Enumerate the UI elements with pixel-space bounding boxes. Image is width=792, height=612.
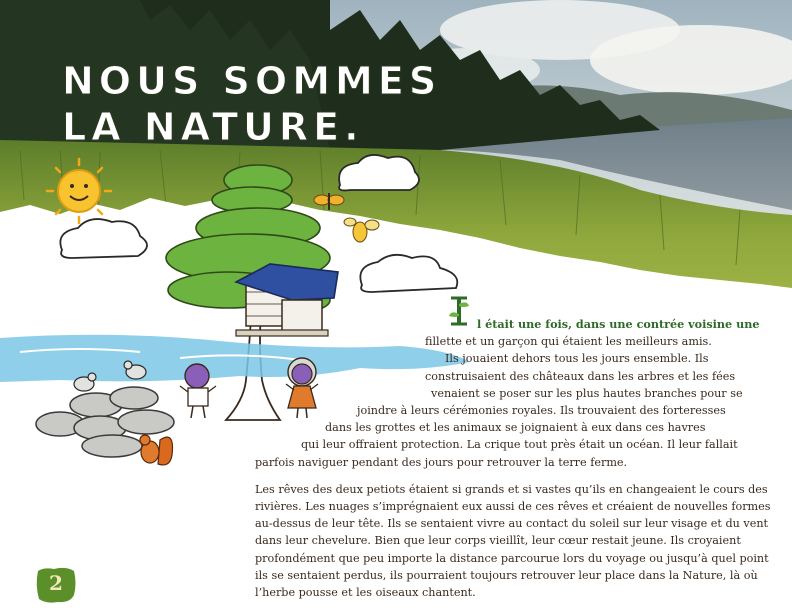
page-title-line-2: LA NATURE. <box>62 105 364 149</box>
vine-drop-cap-icon <box>447 294 471 328</box>
story-text <box>255 316 775 611</box>
story-line: ils se sentaient perdus, ils pourraient toujours retrouver leur place dans la Nature, là où <box>255 568 758 582</box>
story-line: joindre à leurs cérémonies royales. Ils trouvaient des forteresses <box>357 404 726 418</box>
page-number: 2 <box>49 571 63 595</box>
story-line: fillette et un garçon qui étaient les meilleurs amis. <box>425 335 712 349</box>
story-line: rivières. Les nuages s’imprégnaient eux aussi de ces rêves et créaient de nouvelles formes <box>255 500 771 514</box>
story-line: venaient se poser sur les plus hautes branches pour se <box>431 386 743 400</box>
story-paragraph-2 <box>255 481 775 601</box>
story-line: l’herbe pousse et les oiseaux chantent. <box>255 586 476 600</box>
story-line: Les rêves des deux petiots étaient si grands et si vastes qu’ils en changeaient le cours des <box>255 482 768 496</box>
story-line: Ils jouaient dehors tous les jours ensemble. Ils <box>445 352 709 366</box>
page-title-line-1: NOUS SOMMES <box>62 59 442 103</box>
story-lead: l était une fois, dans une contrée voisine une <box>477 317 760 331</box>
page-title <box>62 58 441 150</box>
story-line: profondément que peu importe la distance parcourue lors du voyage ou jusqu’à quel point <box>255 551 769 565</box>
story-line: au-dessus de leur tête. Ils se sentaient vivre au contact du soleil sur leur visage et du vent <box>255 517 769 531</box>
story-line: dans leur chevelure. Bien que leur corps vieillît, leur cœur restait jeune. Ils croyaient <box>255 534 741 548</box>
story-line: construisaient des châteaux dans les arbres et les fées <box>425 369 736 383</box>
story-paragraph-1 <box>255 316 775 471</box>
story-line: qui leur offraient protection. La crique tout près était un océan. Il leur fallait <box>301 438 738 452</box>
story-line: dans les grottes et les animaux se joignaient à eux dans ces havres <box>325 421 706 435</box>
story-line: parfois naviguer pendant des jours pour retrouver la terre ferme. <box>255 455 628 469</box>
